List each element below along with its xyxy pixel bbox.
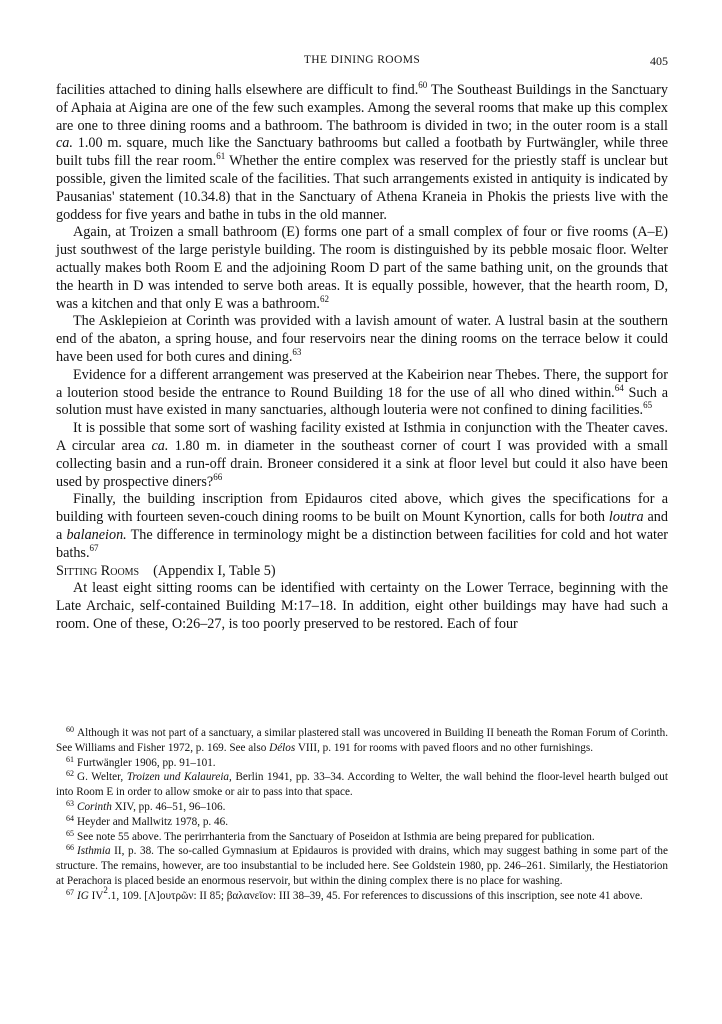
footnote-text: Although it was not part of a sanctuary, a similar plastered stall was uncovered in Building II beneath the Roman Forum of Corinth. See Williams and Fisher 1972, p. 169. See also: [56, 727, 668, 754]
text-run: Whether the entire complex was reserved for the priestly staff is unclear but possible, given the limited scale of the facilities. That such arrangements existed in antiquity is indicated by Pausanias' statement (10.34.8) that in the Sanctuary of Athena Kraneia in Phokis the priests live with the goddess for five years and bathe in tubs in the old manner.: [56, 153, 668, 223]
paragraph-7: [56, 580, 668, 633]
footnote-number: 67: [66, 887, 74, 897]
footnote-text: Furtwängler 1906, pp. 91–101.: [77, 756, 216, 769]
footnote-text: IV: [88, 889, 104, 902]
footnote-60: [56, 726, 668, 756]
footnote-text: G. Welter,: [77, 771, 127, 784]
footnote-number: 64: [66, 813, 74, 823]
paragraph-3: [56, 313, 668, 366]
text-run: The Southeast Buildings in the Sanctuary of Aphaia at Aigina are one of the few such examples. Among the several rooms that make up this complex are one to three dining rooms and a bathroom. The bathroom is divided in two; in the outer room is a stall: [56, 82, 668, 134]
text-run: Evidence for a different arrangement was preserved at the Kabeirion near Thebes. There, the support for a louterion stood beside the entrance to Round Building 18 for the use of all who dined within.: [56, 366, 668, 401]
section-subtitle: (Appendix I, Table 5): [153, 562, 276, 579]
footnote-ref-63[interactable]: 63: [292, 346, 302, 357]
footnote-ref-65[interactable]: 65: [643, 400, 653, 411]
footnote-64: [56, 815, 668, 830]
text-run: 1.00 m. square, much like the Sanctuary bathrooms but called a footbath by Furtwängler, while three built tubs fill the rear room.: [56, 135, 668, 170]
italic-ca: ca.: [151, 437, 169, 454]
text-run: It is possible that some sort of washing facility existed at Isthmia in conjunction with the Theater caves. A circular area: [56, 420, 668, 454]
text-run: At least eight sitting rooms can be identified with certainty on the Lower Terrace, beginning with the Late Archaic, self-contained Building M:17–18. In addition, eight other buildings may have had such a room. One of these, O:26–27, is too poorly preserved to be restored. Each of four: [56, 580, 668, 632]
footnote-italic: IG: [77, 889, 89, 902]
footnote-text: Berlin 1941, pp. 33–34. According to Welter, the wall behind the floor-level hearth bulged out into Room E in order to allow smoke or air to pass into that space.: [56, 771, 668, 799]
footnote-superscript: 2: [103, 884, 108, 895]
page-header: [56, 54, 668, 70]
paragraph-4: [56, 367, 668, 420]
footnote-61: [56, 756, 668, 771]
footnote-62: [56, 770, 668, 800]
paragraph-2: [56, 224, 668, 313]
italic-balaneion: balaneion.: [66, 526, 127, 543]
footnote-ref-60[interactable]: 60: [418, 80, 428, 90]
footnote-ref-67[interactable]: 67: [89, 542, 99, 553]
text-run: Finally, the building inscription from Epidauros cited above, which gives the specifications for a building with fourteen seven-couch dining rooms to be built on Mount Kynortion, calls for both: [56, 491, 668, 526]
text-run: Such a solution must have existed in many sanctuaries, although louteria were not confined to dining facilities.: [56, 384, 668, 419]
section-title: Sitting Rooms: [56, 562, 140, 579]
paragraph-6: [56, 491, 668, 562]
running-head: THE DINING ROOMS: [303, 54, 421, 66]
footnote-67: [56, 884, 668, 904]
footnote-ref-61[interactable]: 61: [216, 151, 226, 162]
italic-loutra: loutra: [608, 509, 644, 526]
footnote-number: 62: [66, 769, 74, 779]
footnote-ref-62[interactable]: 62: [319, 293, 329, 304]
text-run: 1.80 m. in diameter in the southeast corner of court I was provided with a small collecting basin and a run-off drain. Broneer considered it a sink at floor level but could it also have been used by prospective diners?: [56, 437, 668, 490]
paragraph-1: [56, 82, 668, 224]
footnotes: [56, 726, 668, 904]
text-run: facilities attached to dining halls elsewhere are difficult to find.: [56, 82, 419, 98]
footnote-text: XIV, pp. 46–51, 96–106.: [111, 800, 226, 813]
section-heading: [56, 563, 668, 581]
page-number: 405: [650, 54, 668, 68]
footnote-65: [56, 830, 668, 845]
paragraph-5: [56, 420, 668, 491]
footnote-text: II, p. 38. The so-called Gymnasium at Epidauros is provided with drains, which may suggest bathing in some part of the structure. The remains, however, are too insubstantial to be included here. See Goldstein 1980, pp. 246–261. Similarly, the Hestiatorion at Perachora is placed beside an enormous reservoir, but within the dining complex there is no place for washing.: [56, 845, 668, 887]
footnote-63: [56, 800, 668, 815]
footnote-number: 60: [66, 725, 74, 734]
footnote-italic: Délos: [269, 741, 296, 754]
footnote-number: 65: [66, 828, 74, 838]
italic-ca: ca.: [56, 135, 73, 152]
footnote-ref-64[interactable]: 64: [614, 382, 624, 393]
footnote-ref-66[interactable]: 66: [213, 471, 223, 482]
text-run: The difference in terminology might be a distinction between facilities for cold and hot water baths.: [56, 526, 668, 561]
footnote-text: See note 55 above. The perirrhanteria from the Sanctuary of Poseidon at Isthmia are being prepared for publication.: [77, 830, 595, 843]
footnote-italic: Isthmia: [77, 845, 111, 858]
text-run: The Asklepieion at Corinth was provided with a lavish amount of water. A lustral basin at the southern end of the abaton, a spring house, and four reservoirs near the dining rooms on the terrace below it could have been used for both cures and dining.: [56, 313, 668, 365]
footnote-text: VIII, p. 191 for rooms with paved floors and no other furnishings.: [295, 741, 594, 754]
footnote-italic: Troizen und Kalaureia,: [126, 771, 232, 784]
footnote-text: Heyder and Mallwitz 1978, p. 46.: [77, 815, 228, 828]
text-run: and a: [56, 509, 668, 543]
footnote-text: .1, 109. [Λ]ουτρῶν: II 85; βαλανεῖον: III 38–39, 45. For references to discussions of this inscription, see note 41 above.: [107, 889, 643, 902]
body-text: [56, 82, 668, 634]
text-run: Again, at Troizen a small bathroom (E) forms one part of a small complex of four or five rooms (A–E) just southwest of the large peristyle building. The room is distinguished by its pebble mosaic floor. Welter actually makes both Room E and the adjoining Room D part of the same bathing unit, on the grounds that the hearth in D was intended to serve both areas. It is equally possible, however, that the hearth room, D, was a kitchen and that only E was a bathroom.: [56, 224, 668, 312]
footnote-66: [56, 844, 668, 888]
footnote-number: 66: [66, 843, 74, 853]
footnote-number: 61: [66, 754, 74, 764]
footnote-italic: Corinth: [77, 800, 112, 813]
footnote-number: 63: [66, 798, 74, 808]
